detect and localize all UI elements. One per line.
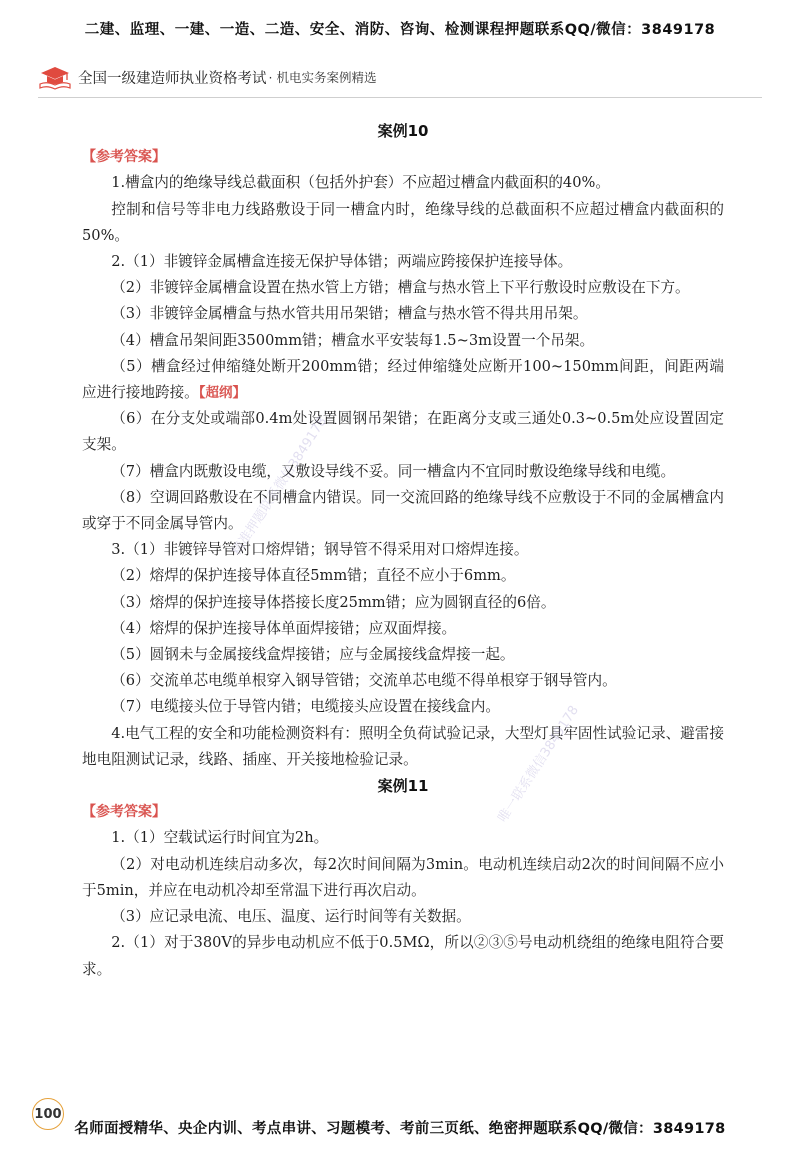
paragraph: 控制和信号等非电力线路敷设于同一槽盒内时，绝缘导线的总截面积不应超过槽盒内截面积的50%。 <box>82 200 724 244</box>
paragraph-with-tag <box>82 354 724 406</box>
case11-title: 案例11 <box>377 777 429 796</box>
book-title: 全国一级建造师执业资格考试 <box>78 70 267 87</box>
book-subtitle: · 机电实务案例精选 <box>268 70 377 85</box>
paragraph: （7）电缆接头位于导管内错；电缆接头应设置在接线盒内。 <box>111 698 500 716</box>
paragraph: （2）熔焊的保护连接导体直径5mm错；直径不应小于6mm。 <box>111 567 516 585</box>
paragraph: 2.（1）对于380V的异步电动机应不低于0.5MΩ，所以②③⑤号电动机绕组的绝缘电阻符合要求。 <box>82 934 724 978</box>
book-header <box>38 62 376 92</box>
paragraph: （6）在分支处或端部0.4m处设置圆钢吊架错；在距离分支或三通处0.3~0.5m处应设置固定支架。 <box>82 410 724 454</box>
paragraph: 3.（1）非镀锌导管对口熔焊错；钢导管不得采用对口熔焊连接。 <box>111 541 529 559</box>
paragraph: （4）熔焊的保护连接导体单面焊接错；应双面焊接。 <box>111 619 457 637</box>
header-divider <box>38 97 762 98</box>
paragraph: 4.电气工程的安全和功能检测资料有：照明全负荷试验记录，大型灯具牢固性试验记录、避雷接地电阻测试记录，线路、插座、开关接地检验记录。 <box>82 724 724 768</box>
page-content <box>82 118 724 983</box>
case10-title: 案例10 <box>377 122 429 140</box>
case11-answer-label: 【参考答案】 <box>82 804 166 821</box>
paragraph: （3）熔焊的保护连接导体搭接长度25mm错；应为圆钢直径的6倍。 <box>111 593 556 611</box>
footer-banner: 名师面授精华、央企内训、考点串讲、习题模考、考前三页纸、绝密押题联系QQ/微信：3849178 <box>74 1121 726 1137</box>
case10-answer-label: 【参考答案】 <box>82 149 166 166</box>
paragraph: 1.槽盒内的绝缘导线总截面积（包括外护套）不应超过槽盒内截面积的40%。 <box>111 174 610 192</box>
paragraph: （3）应记录电流、电压、温度、运行时间等有关数据。 <box>111 908 471 926</box>
paragraph: （2）对电动机连续启动多次，每2次时间间隔为3min。电动机连续启动2次的时间间隔不应小于5min，并应在电动机冷却至常温下进行再次启动。 <box>82 855 724 899</box>
paragraph: （4）槽盒吊架间距3500mm错；槽盒水平安装每1.5~3m设置一个吊架。 <box>111 331 595 349</box>
paragraph: 1.（1）空载试运行时间宜为2h。 <box>111 829 329 847</box>
paragraph: （5）圆钢未与金属接线盒焊接错；应与金属接线盒焊接一起。 <box>111 646 515 664</box>
paragraph-text: （5）槽盒经过伸缩缝处断开200mm错；经过伸缩缝处应断开100~150mm间距，间距两端应进行接地跨接。 <box>82 357 724 402</box>
paragraph: （8）空调回路敷设在不同槽盒内错误。同一交流回路的绝缘导线不应敷设于不同的金属槽盒内或穿于不同金属导管内。 <box>82 488 724 533</box>
paragraph: （2）非镀锌金属槽盒设置在热水管上方错；槽盒与热水管上下平行敷设时应敷设在下方。 <box>111 279 690 297</box>
watermark: 唯一联系微信3849178 <box>495 703 582 826</box>
exceed-syllabus-tag: 【超纲】 <box>198 385 247 402</box>
paragraph: 2.（1）非镀锌金属槽盒连接无保护导体错；两端应跨接保护连接导体。 <box>111 253 573 271</box>
paragraph: （6）交流单芯电缆单根穿入钢导管错；交流单芯电缆不得单根穿于钢导管内。 <box>111 672 617 690</box>
paragraph: （7）槽盒内既敷设电缆，又敷设导线不妥。同一槽盒内不宜同时敷设绝缘导线和电缆。 <box>111 462 676 480</box>
watermark: 精准押题联系微信3849178 <box>229 414 331 559</box>
paragraph: （3）非镀锌金属槽盒与热水管共用吊架错；槽盒与热水管不得共用吊架。 <box>111 305 588 323</box>
graduation-cap-book-icon <box>38 64 72 90</box>
top-banner: 二建、监理、一建、一造、二造、安全、消防、咨询、检测课程押题联系QQ/微信：3849178 <box>84 22 716 38</box>
page-number: 100 <box>32 1098 64 1130</box>
